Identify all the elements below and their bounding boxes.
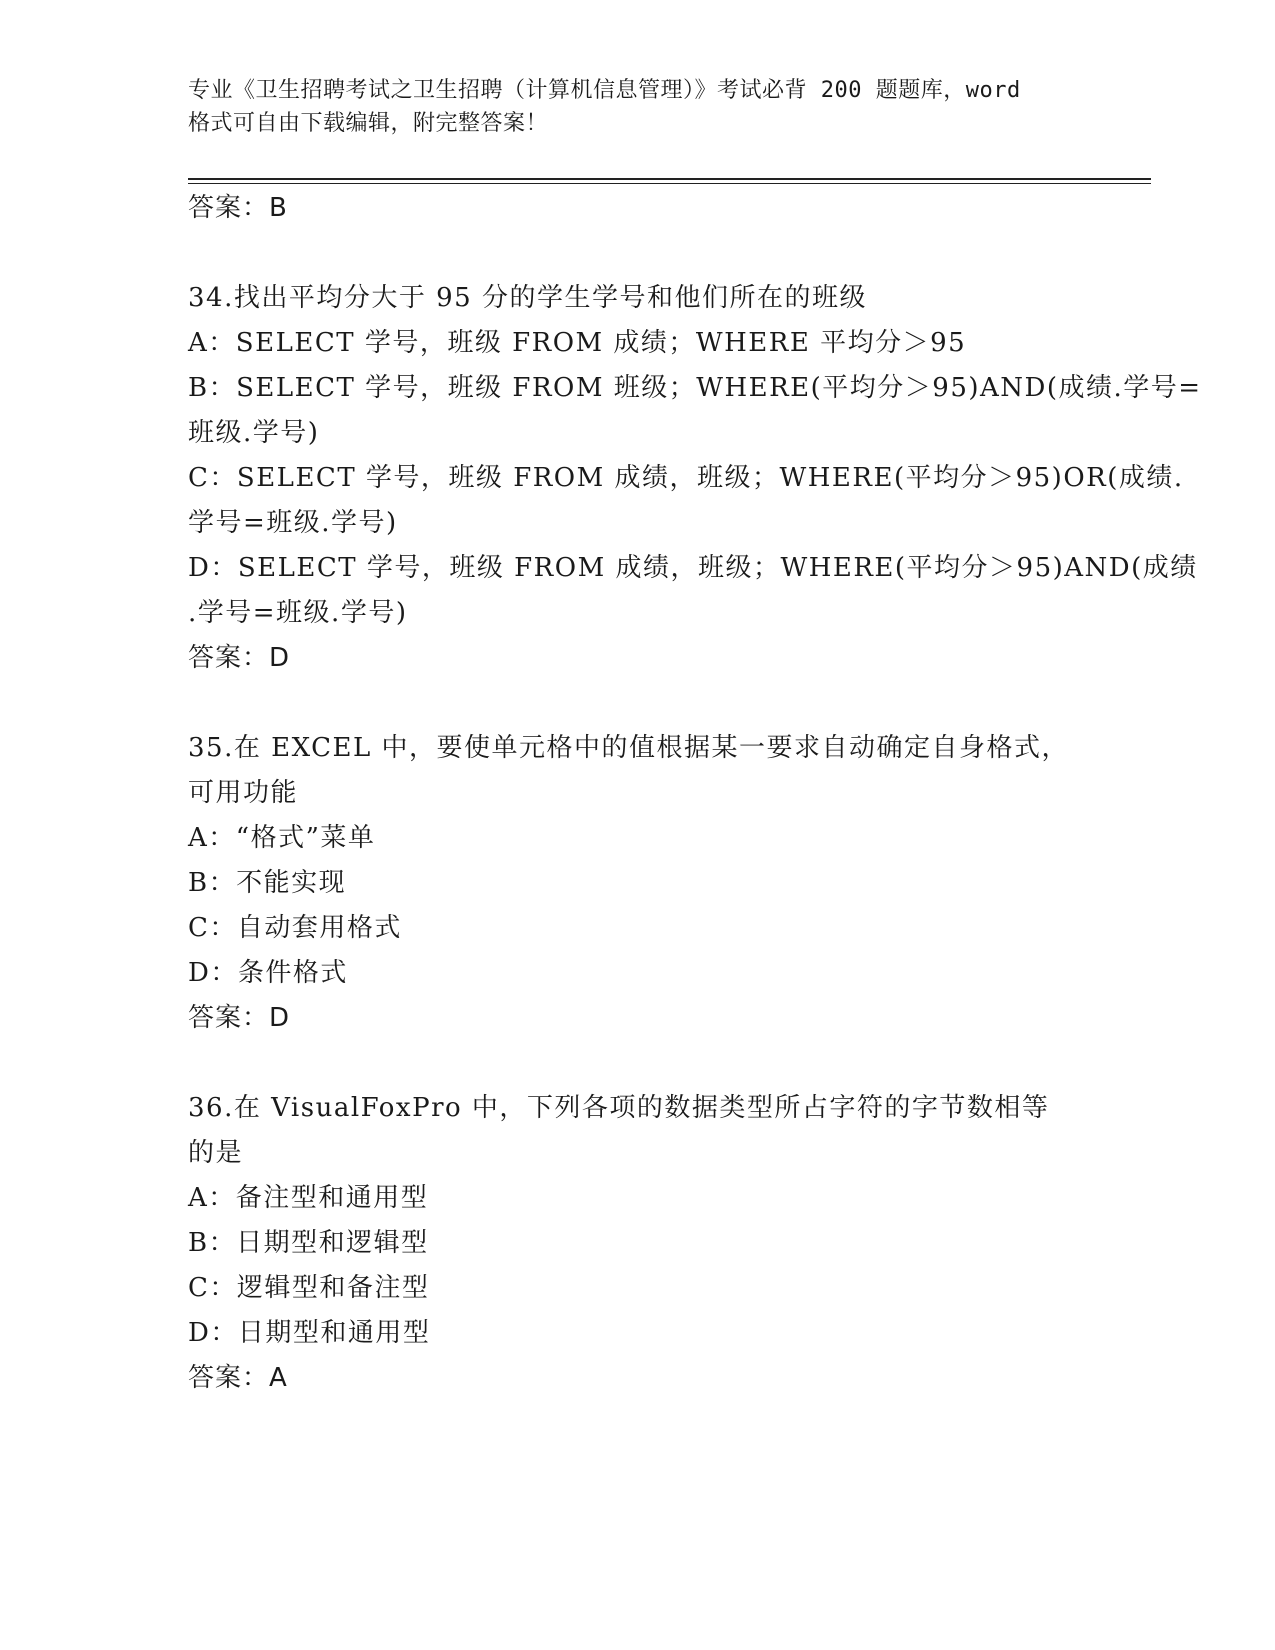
question-35-option-a: A：“格式”菜单 xyxy=(188,823,376,853)
question-34-stem: 34.找出平均分大于 95 分的学生学号和他们所在的班级 xyxy=(188,283,867,313)
question-35-stem: 35.在 EXCEL 中，要使单元格中的值根据某一要求自动确定自身格式， xyxy=(188,733,1070,763)
question-36-stem: 36.在 VisualFoxPro 中，下列各项的数据类型所占字符的字节数相等 xyxy=(188,1093,1050,1123)
question-34-option-d-cont: .学号=班级.学号) xyxy=(188,598,408,628)
header-divider-thin xyxy=(188,183,1151,184)
header-divider-thick xyxy=(188,178,1151,180)
question-34-option-d: D：SELECT 学号，班级 FROM 成绩，班级；WHERE(平均分＞95)AND(成绩 xyxy=(188,553,1198,583)
question-35-stem-cont: 可用功能 xyxy=(188,778,299,808)
header-line-2: 格式可自由下载编辑，附完整答案！ xyxy=(188,111,549,136)
header-line-1: 专业《卫生招聘考试之卫生招聘（计算机信息管理）》考试必背 200 题题库，word xyxy=(188,78,1021,103)
question-36-option-b: B：日期型和逻辑型 xyxy=(188,1228,429,1258)
question-35-option-d: D：条件格式 xyxy=(188,958,348,988)
question-34-option-a: A：SELECT 学号，班级 FROM 成绩；WHERE 平均分＞95 xyxy=(188,328,967,358)
question-34-answer: 答案：D xyxy=(188,643,291,673)
question-34-option-b-cont: 班级.学号) xyxy=(188,418,320,448)
question-36-answer: 答案：A xyxy=(188,1363,288,1393)
previous-answer: 答案：B xyxy=(188,193,288,223)
question-34-option-c-cont: 学号=班级.学号) xyxy=(188,508,398,538)
question-35-option-c: C：自动套用格式 xyxy=(188,913,402,943)
question-35-option-b: B：不能实现 xyxy=(188,868,347,898)
question-36-option-c: C：逻辑型和备注型 xyxy=(188,1273,430,1303)
question-34-option-c: C：SELECT 学号，班级 FROM 成绩，班级；WHERE(平均分＞95)OR(成绩. xyxy=(188,463,1184,493)
question-36-option-a: A：备注型和通用型 xyxy=(188,1183,429,1213)
document-header xyxy=(188,74,1088,140)
question-35-answer: 答案：D xyxy=(188,1003,291,1033)
question-36-option-d: D：日期型和通用型 xyxy=(188,1318,431,1348)
question-34-option-b: B：SELECT 学号，班级 FROM 班级；WHERE(平均分＞95)AND(成绩.学号= xyxy=(188,373,1202,403)
question-36-stem-cont: 的是 xyxy=(188,1138,244,1168)
